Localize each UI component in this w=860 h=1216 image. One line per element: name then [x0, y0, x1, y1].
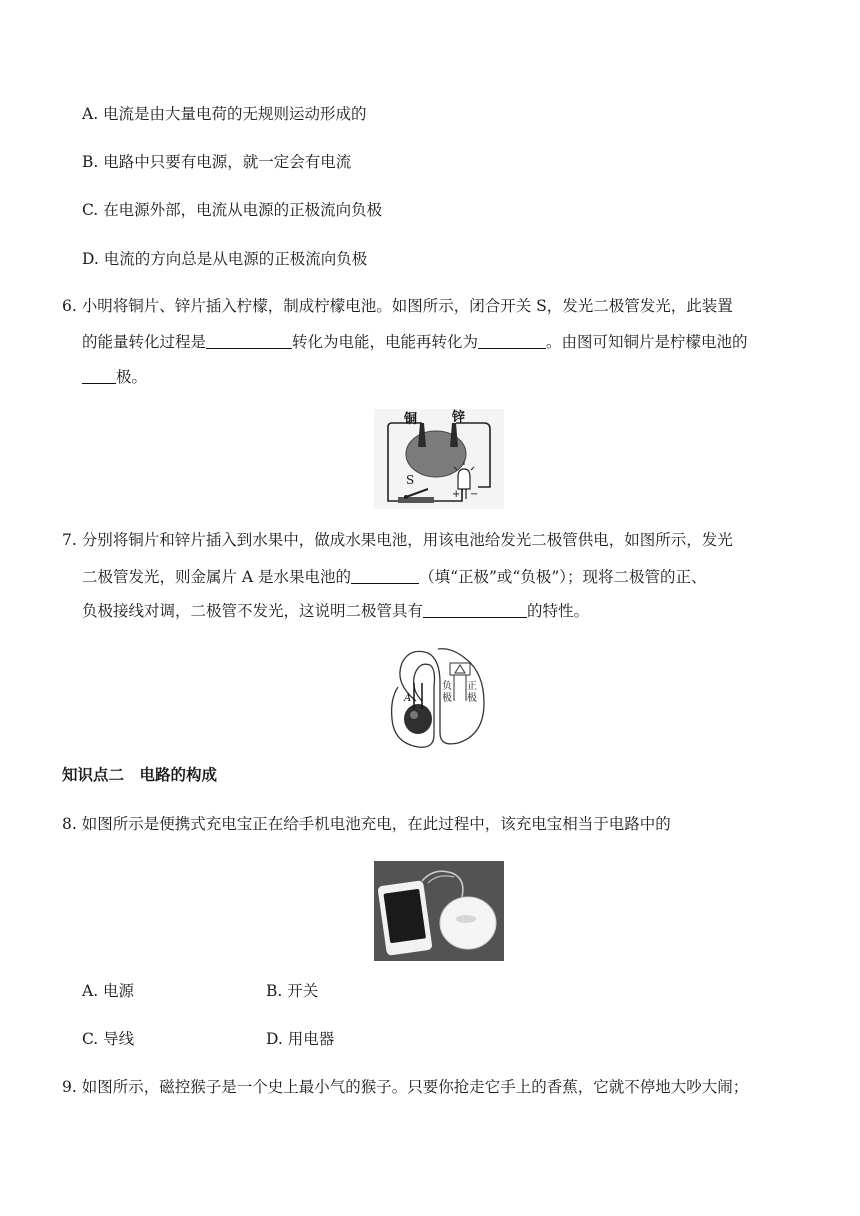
answer-blank: [423, 603, 527, 618]
q8-option-d: D. 用电器: [266, 1030, 335, 1048]
question-8-text: 8. 如图所示是便携式充电宝正在给手机电池充电，在此过程中，该充电宝相当于电路中的: [62, 815, 671, 833]
question-6-line-1: 6. 小明将铜片、锌片插入柠檬，制成柠檬电池。如图所示，闭合开关 S，发光二极管发光，此装置: [62, 297, 733, 315]
option-b: B. 电路中只要有电源，就一定会有电流: [82, 153, 352, 171]
question-6-line-2: [82, 332, 748, 352]
fruit-battery-figure: [388, 643, 488, 749]
negative-label-1: 负: [442, 681, 452, 692]
zinc-label: 锌: [452, 410, 466, 425]
question-9-text: 9. 如图所示，磁控猴子是一个史上最小气的猴子。只要你抢走它手上的香蕉，它就不停地大吵大闹；: [62, 1078, 749, 1096]
question-6-text-b: 转化为电能，电能再转化为: [292, 333, 479, 351]
question-7-line-3: [82, 601, 589, 621]
question-7-text-c: 负极接线对调，二极管不发光，这说明二极管具有: [82, 602, 424, 620]
switch-label: S: [406, 473, 415, 487]
plus-label: +: [452, 489, 461, 500]
question-6-text-c: 。由图可知铜片是柠檬电池的: [546, 333, 748, 351]
question-7-line-1: 7. 分别将铜片和锌片插入到水果中，做成水果电池，用该电池给发光二极管供电，如图所示，发光: [62, 531, 733, 549]
question-6-text-a: 的能量转化过程是: [82, 333, 207, 351]
q8-option-b: B. 开关: [266, 982, 319, 1000]
q8-option-a: A. 电源: [82, 982, 135, 1000]
question-6-text-d: 极。: [116, 368, 148, 386]
question-7-text-d: 的特性。: [527, 602, 590, 620]
option-c: C. 在电源外部，电流从电源的正极流向负极: [82, 201, 383, 219]
answer-blank: [206, 334, 292, 349]
positive-label-1: 正: [467, 681, 477, 692]
section-heading: 知识点二 电路的构成: [62, 766, 218, 784]
question-7-text-b: （填“正极”或“负极”）；现将二极管的正、: [419, 568, 707, 586]
answer-blank: [351, 569, 419, 584]
question-7-line-2: [82, 567, 707, 587]
answer-blank: [82, 369, 116, 384]
question-7-text-a: 二极管发光，则金属片 A 是水果电池的: [82, 568, 352, 586]
lemon-battery-figure: [374, 409, 504, 509]
positive-label-2: 极: [467, 693, 477, 704]
power-bank-photo: [374, 861, 504, 961]
option-d: D. 电流的方向总是从电源的正极流向负极: [82, 250, 368, 268]
minus-label: −: [470, 489, 479, 500]
negative-label-2: 极: [442, 693, 452, 704]
question-6-line-3: [82, 367, 147, 387]
metal-a-label: A: [404, 693, 412, 704]
option-a: A. 电流是由大量电荷的无规则运动形成的: [82, 105, 367, 123]
answer-blank: [478, 334, 546, 349]
copper-label: 铜: [404, 412, 418, 427]
q8-option-c: C. 导线: [82, 1030, 135, 1048]
